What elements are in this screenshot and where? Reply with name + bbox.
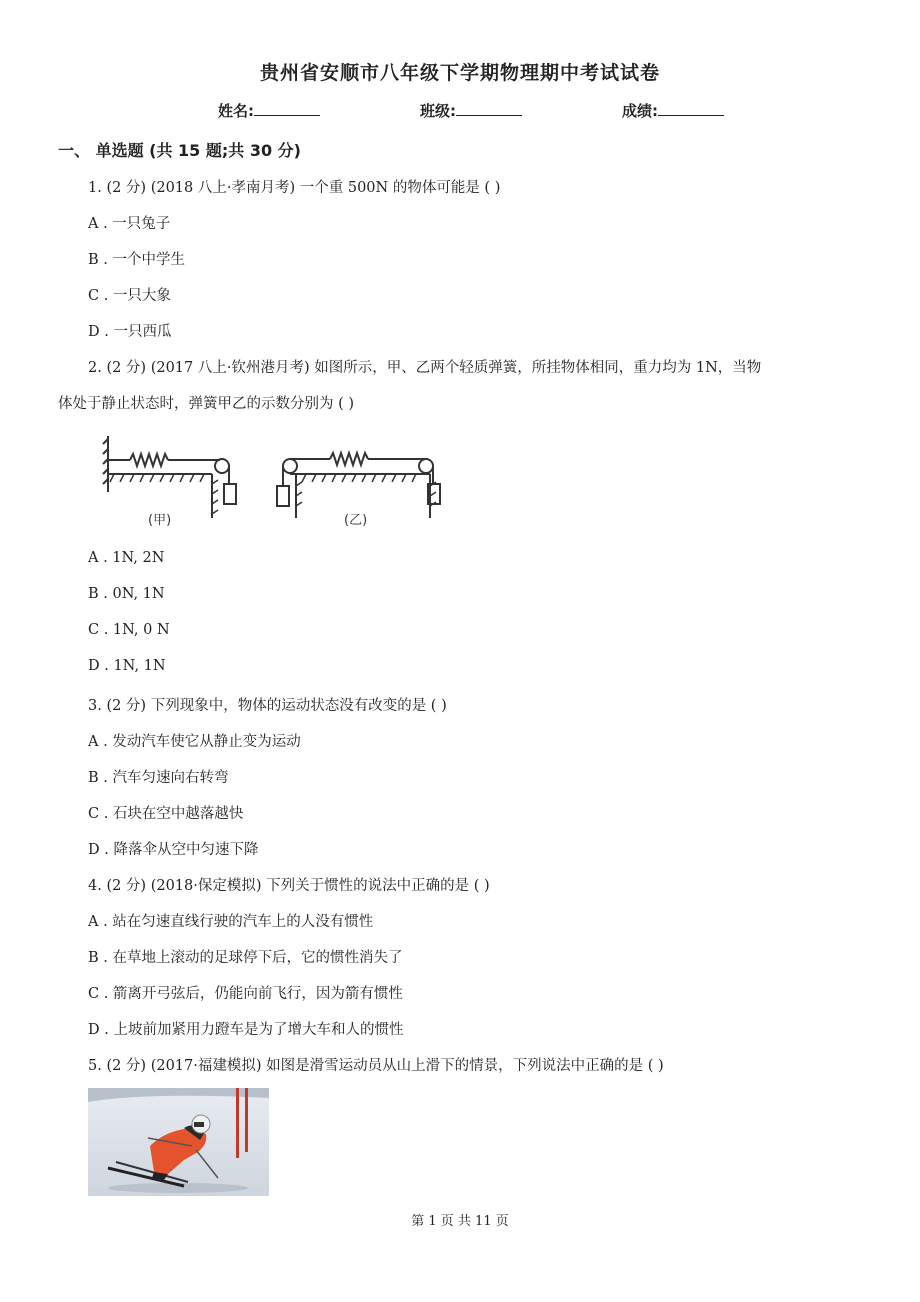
name-blank [254, 101, 320, 116]
spring-yi [330, 453, 368, 465]
q2-option-b: B . 0N, 1N [88, 586, 165, 602]
q3-option-c: C . 石块在空中越落越快 [88, 806, 244, 822]
class-blank [456, 101, 522, 116]
weight-jia [224, 484, 236, 504]
q1-option-c: C . 一只大象 [88, 288, 171, 304]
section-heading: 一、 单选题 (共 15 题;共 30 分) [58, 141, 301, 160]
question-2-stem-line1: 2. (2 分) (2017 八上·钦州港月考) 如图所示，甲、乙两个轻质弹簧，所挂物体相同，重力均为 1N，当物 [88, 360, 762, 376]
pulley-yi-left [283, 459, 297, 473]
goggles [194, 1122, 204, 1127]
question-2-stem-line2: 体处于静止状态时，弹簧甲乙的示数分别为 ( ) [58, 396, 355, 412]
gate-pole [245, 1088, 248, 1152]
q1-option-d: D . 一只西瓜 [88, 324, 172, 340]
score-blank [658, 101, 724, 116]
score-label: 成绩: [622, 102, 658, 120]
q2-option-c: C . 1N, 0 N [88, 622, 170, 638]
name-label: 姓名: [218, 102, 254, 120]
document-title: 贵州省安顺市八年级下学期物理期中考试试卷 [259, 62, 660, 84]
q2-option-a: A . 1N, 2N [88, 550, 165, 566]
q3-option-b: B . 汽车匀速向右转弯 [88, 770, 229, 786]
question-5-stem: 5. (2 分) (2017·福建模拟) 如图是滑雪运动员从山上滑下的情景，下列说法中正确的是 ( ) [88, 1058, 664, 1074]
pulley-jia [215, 459, 229, 473]
skier-photo [88, 1088, 269, 1196]
gate-pole [236, 1088, 239, 1158]
score-field [622, 100, 724, 121]
q3-option-d: D . 降落伞从空中匀速下降 [88, 842, 259, 858]
question-1-stem: 1. (2 分) (2018 八上·孝南月考) 一个重 500N 的物体可能是 ( ) [88, 180, 501, 196]
question-4-stem: 4. (2 分) (2018·保定模拟) 下列关于惯性的说法中正确的是 ( ) [88, 878, 490, 894]
q1-option-a: A . 一只兔子 [88, 216, 171, 232]
q4-option-d: D . 上坡前加紧用力蹬车是为了增大车和人的惯性 [88, 1022, 404, 1038]
q1-option-b: B . 一个中学生 [88, 252, 185, 268]
q2-option-d: D . 1N, 1N [88, 658, 166, 674]
figure-label-yi: (乙) [344, 513, 368, 528]
page-footer: 第 1 页 共 11 页 [411, 1214, 509, 1229]
class-field [420, 100, 522, 121]
spring-jia [130, 454, 168, 466]
q3-option-a: A . 发动汽车使它从静止变为运动 [88, 734, 301, 750]
class-label: 班级: [420, 102, 456, 120]
name-field [218, 100, 320, 121]
figure-label-jia: (甲) [148, 513, 172, 528]
question-3-stem: 3. (2 分) 下列现象中，物体的运动状态没有改变的是 ( ) [88, 698, 447, 714]
spring-scale-figure [100, 430, 460, 535]
pulley-yi-right [419, 459, 433, 473]
q4-option-b: B . 在草地上滚动的足球停下后，它的惯性消失了 [88, 950, 403, 966]
q4-option-c: C . 箭离开弓弦后，仍能向前飞行，因为箭有惯性 [88, 986, 403, 1002]
q4-option-a: A . 站在匀速直线行驶的汽车上的人没有惯性 [88, 914, 374, 930]
weight-yi-left [277, 486, 289, 506]
